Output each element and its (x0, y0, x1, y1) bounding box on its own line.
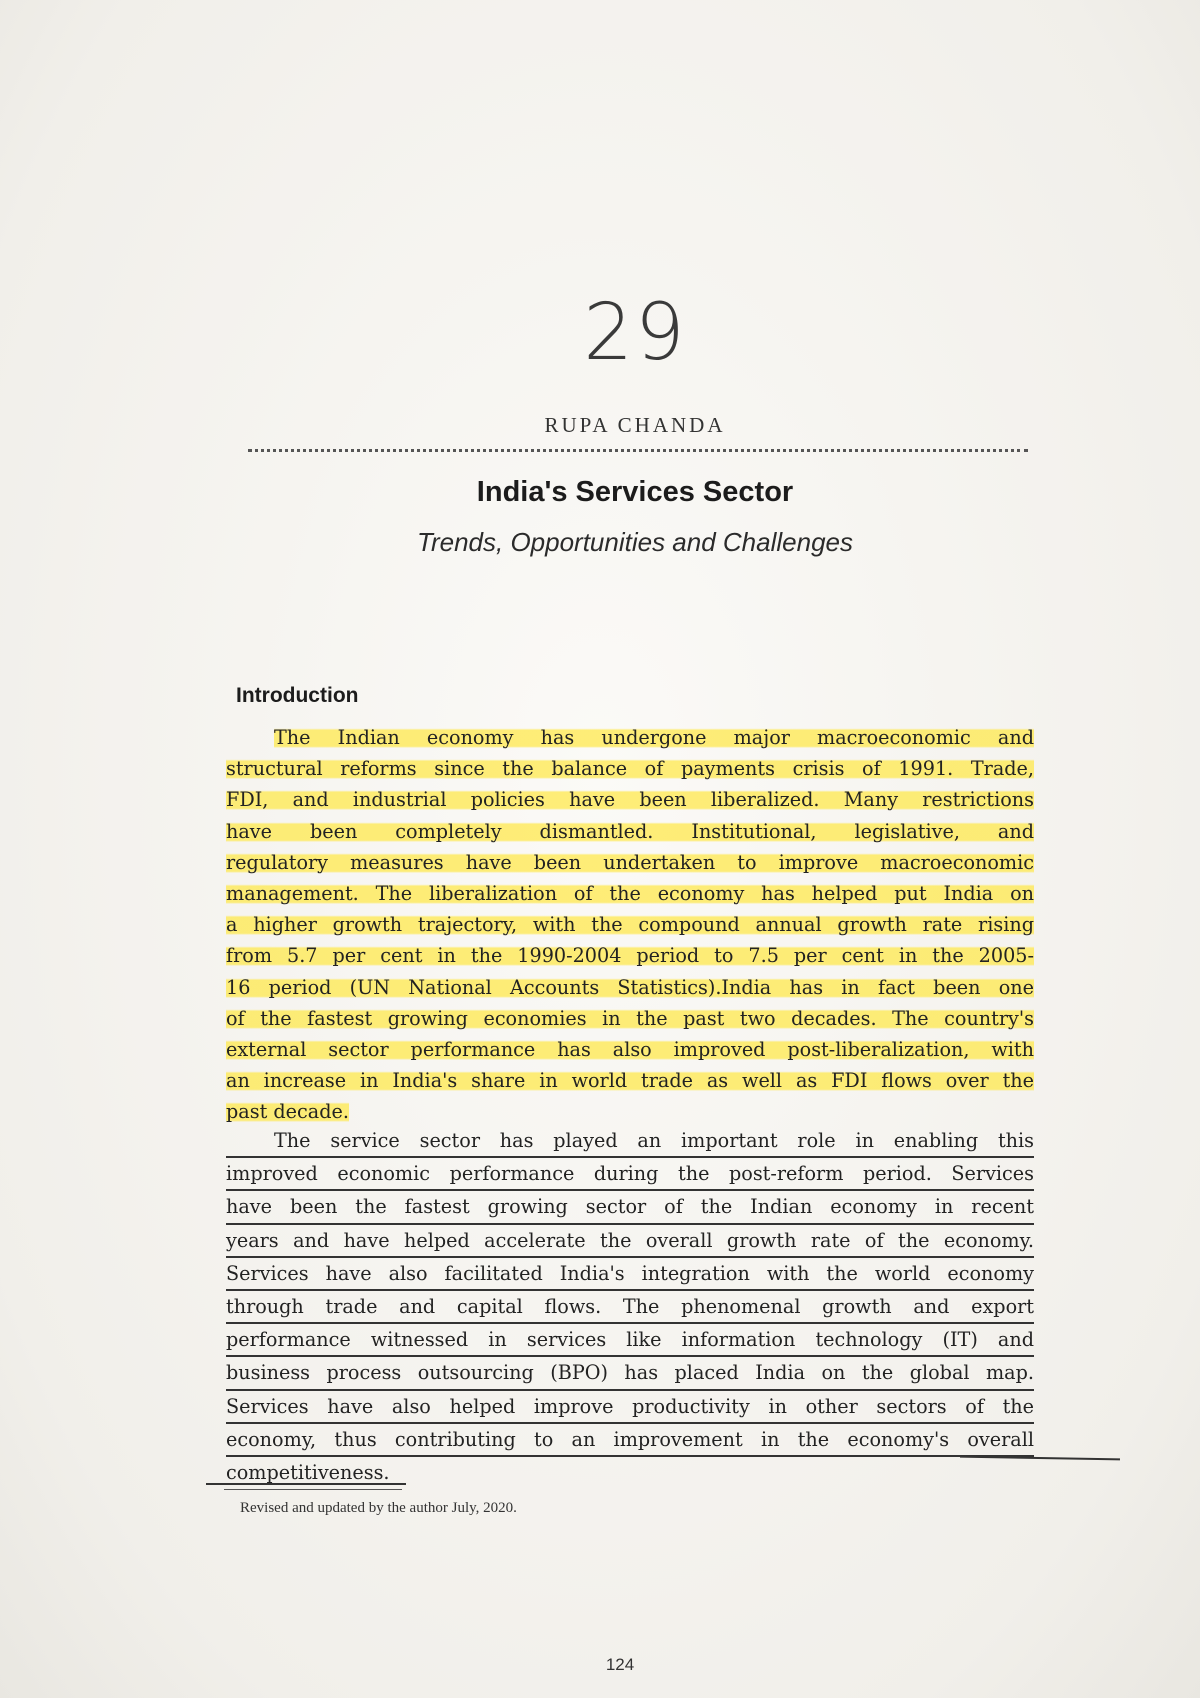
footnote-divider (224, 1489, 402, 1490)
chapter-number: 29 (583, 288, 687, 378)
section-heading: Introduction (236, 684, 359, 707)
highlighted-text: regulatory measures have been undertaken to improve macroeconomic (226, 850, 1034, 874)
text-line (226, 1096, 1034, 1127)
pen-stroke (206, 1483, 406, 1485)
text-line (226, 847, 1034, 878)
underlined-line: years and have helped accelerate the overall growth rate of the economy. (226, 1225, 1034, 1258)
underlined-line: improved economic performance during the post-reform period. Services (226, 1158, 1034, 1191)
highlighted-text: 16 period (UN National Accounts Statistics).India has in fact been one (226, 975, 1034, 999)
underlined-line: competitiveness. (226, 1460, 390, 1484)
highlighted-text: from 5.7 per cent in the 1990-2004 period to 7.5 per cent in the 2005- (226, 944, 1034, 968)
paragraph-underlined (226, 1125, 1034, 1488)
highlighted-text: management. The liberalization of the economy has helped put India on (226, 881, 1034, 905)
underlined-line: Services have also facilitated India's integration with the world economy (226, 1258, 1034, 1291)
highlighted-text: a higher growth trajectory, with the compound annual growth rate rising (226, 913, 1034, 937)
text-line (226, 972, 1034, 1003)
underlined-line: performance witnessed in services like information technology (IT) and (226, 1324, 1034, 1357)
page-number: 124 (605, 1655, 635, 1674)
highlighted-text: have been completely dismantled. Institutional, legislative, and (226, 819, 1034, 843)
highlighted-text: of the fastest growing economies in the past two decades. The country's (226, 1006, 1034, 1030)
footnote: Revised and updated by the author July, 2020. (240, 1500, 517, 1516)
dotted-divider (248, 449, 1028, 452)
highlighted-text: external sector performance has also improved post-liberalization, with (226, 1037, 1034, 1061)
chapter-author: RUPA CHANDA (544, 413, 726, 437)
text-line (226, 1065, 1034, 1096)
underlined-line: business process outsourcing (BPO) has placed India on the global map. (226, 1357, 1034, 1390)
text-line (226, 753, 1034, 784)
text-line (226, 940, 1034, 971)
underlined-line: Services have also helped improve productivity in other sectors of the (226, 1391, 1034, 1424)
paragraph-highlighted (226, 722, 1034, 1127)
highlighted-text: past decade. (226, 1100, 349, 1124)
highlighted-text: The Indian economy has undergone major macroeconomic and (274, 726, 1034, 749)
highlighted-text: an increase in India's share in world trade as well as FDI flows over the (226, 1069, 1034, 1093)
highlighted-text: structural reforms since the balance of payments crisis of 1991. Trade, (226, 757, 1034, 781)
text-line (226, 1034, 1034, 1065)
text-line (226, 878, 1034, 909)
text-line (226, 816, 1034, 847)
chapter-subtitle: Trends, Opportunities and Challenges (417, 527, 853, 557)
text-line (226, 722, 1034, 753)
underlined-line: have been the fastest growing sector of the Indian economy in recent (226, 1191, 1034, 1224)
text-line (226, 784, 1034, 815)
text-line (226, 1003, 1034, 1034)
chapter-title: India's Services Sector (476, 476, 794, 508)
underlined-line: The service sector has played an important role in enabling this (226, 1125, 1034, 1158)
underlined-line: economy, thus contributing to an improvement in the economy's overall (226, 1424, 1034, 1457)
highlighted-text: FDI, and industrial policies have been liberalized. Many restrictions (226, 788, 1034, 812)
underlined-line: through trade and capital flows. The phenomenal growth and export (226, 1291, 1034, 1324)
text-line (226, 909, 1034, 940)
